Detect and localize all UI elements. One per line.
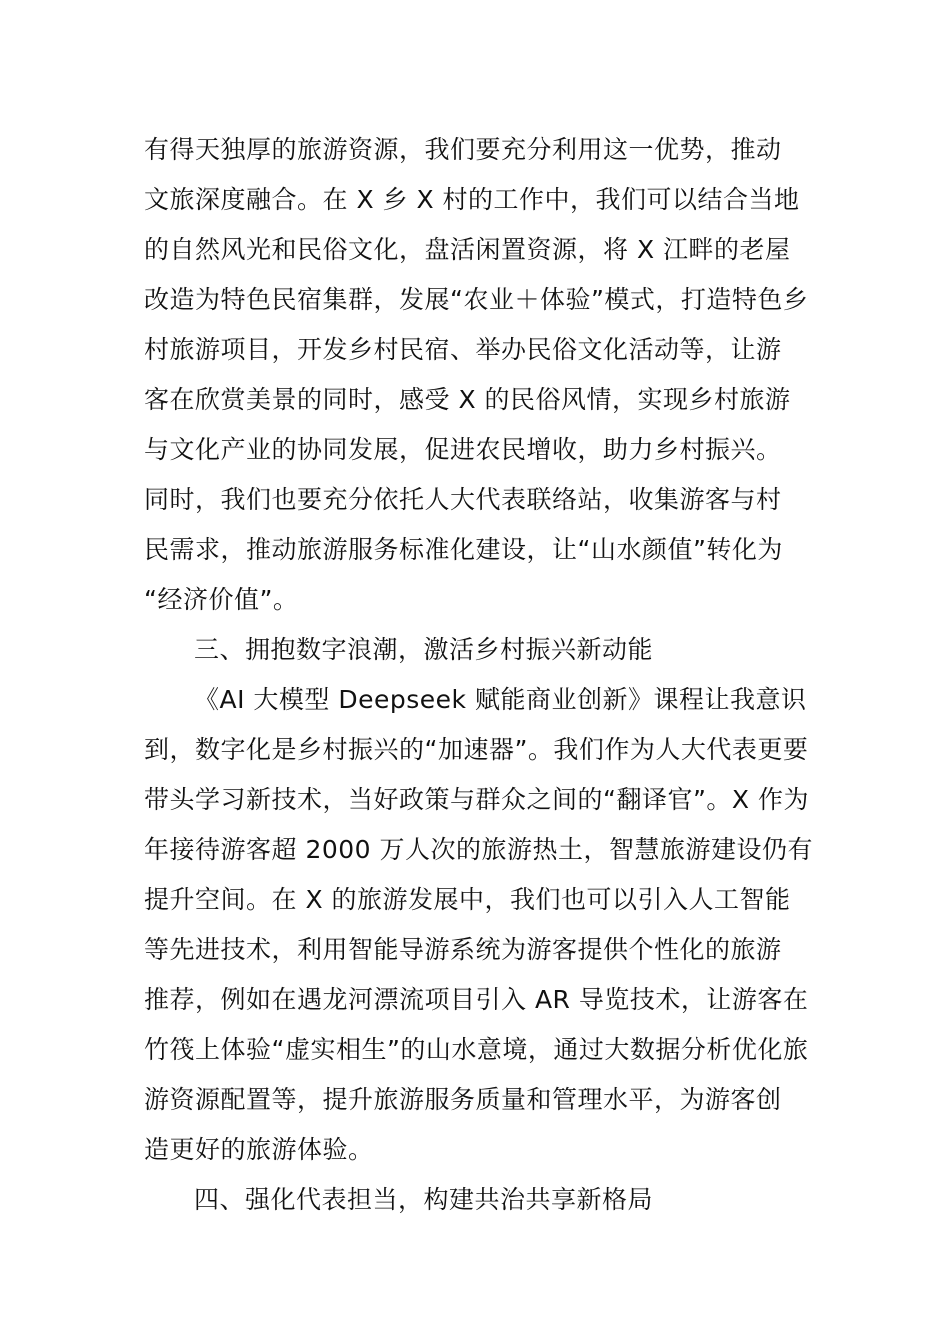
section-heading: 四、强化代表担当，构建共治共享新格局 — [194, 1185, 654, 1214]
paragraph-line: 年接待游客超 2000 万人次的旅游热土，智慧旅游建设仍有 — [144, 835, 814, 864]
paragraph-line: 客在欣赏美景的同时，感受 X 的民俗风情，实现乡村旅游 — [144, 385, 791, 414]
paragraph-line: 竹筏上体验“虚实相生”的山水意境，通过大数据分析优化旅 — [144, 1035, 809, 1064]
section-heading: 三、拥抱数字浪潮，激活乡村振兴新动能 — [194, 635, 654, 664]
paragraph-line: 提升空间。在 X 的旅游发展中，我们也可以引入人工智能 — [144, 885, 791, 914]
paragraph-line: 改造为特色民宿集群，发展“农业＋体验”模式，打造特色乡 — [144, 285, 809, 314]
paragraph-line: 造更好的旅游体验。 — [144, 1135, 374, 1164]
paragraph-line: 等先进技术，利用智能导游系统为游客提供个性化的旅游 — [144, 935, 782, 964]
paragraph-line: 村旅游项目，开发乡村民宿、举办民俗文化活动等，让游 — [144, 335, 782, 364]
paragraph-line: 民需求，推动旅游服务标准化建设，让“山水颜值”转化为 — [144, 535, 783, 564]
paragraph-line: 《AI 大模型 Deepseek 赋能商业创新》课程让我意识 — [194, 685, 807, 714]
paragraph-line: 推荐，例如在遇龙河漂流项目引入 AR 导览技术，让游客在 — [144, 985, 809, 1014]
paragraph-line: “经济价值”。 — [144, 585, 299, 614]
paragraph-line: 的自然风光和民俗文化，盘活闲置资源，将 X 江畔的老屋 — [144, 235, 791, 264]
paragraph-line: 游资源配置等，提升旅游服务质量和管理水平，为游客创 — [144, 1085, 782, 1114]
paragraph-line: 文旅深度融合。在 X 乡 X 村的工作中，我们可以结合当地 — [144, 185, 800, 214]
paragraph-line: 同时，我们也要充分依托人大代表联络站，收集游客与村 — [144, 485, 782, 514]
paragraph-line: 带头学习新技术，当好政策与群众之间的“翻译官”。X 作为 — [144, 785, 809, 814]
paragraph-line: 与文化产业的协同发展，促进农民增收，助力乡村振兴。 — [144, 435, 782, 464]
paragraph-line: 有得天独厚的旅游资源，我们要充分利用这一优势，推动 — [144, 135, 782, 164]
paragraph-line: 到，数字化是乡村振兴的“加速器”。我们作为人大代表更要 — [144, 735, 809, 764]
